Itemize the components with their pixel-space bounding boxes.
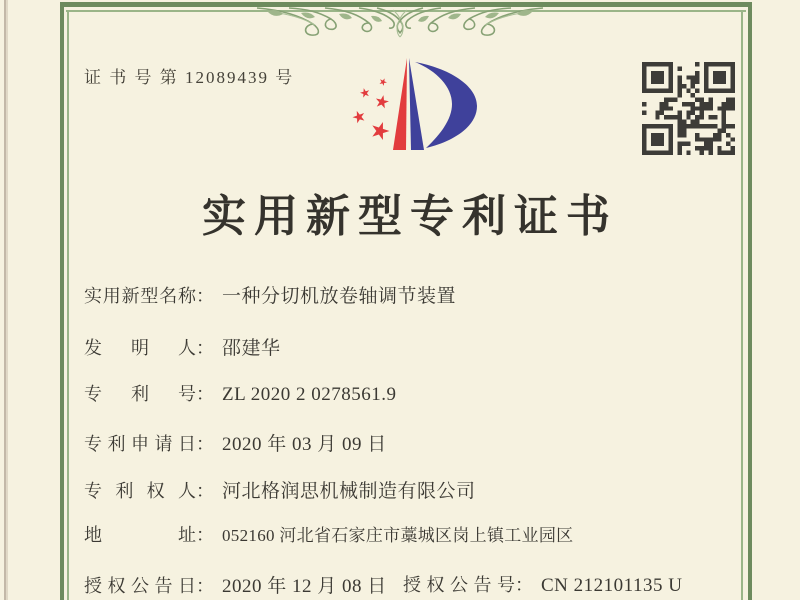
page-edge-highlight — [6, 0, 8, 600]
field-colon: ： — [196, 338, 214, 358]
frame-left-inner-line — [67, 10, 69, 600]
field-value: 河北格润思机械制造有限公司 — [222, 481, 476, 502]
field-value: 一种分切机放卷轴调节装置 — [222, 286, 457, 307]
field-row-name — [84, 281, 456, 308]
field-colon: ： — [196, 434, 214, 454]
field-row-grant-no — [403, 571, 682, 597]
field-colon: ： — [196, 481, 214, 501]
logo-stars — [351, 77, 392, 141]
field-row-patentee — [84, 476, 476, 503]
field-row-grant-date — [84, 571, 387, 598]
top-ornament-flourish — [255, 6, 545, 38]
field-colon: ： — [196, 525, 214, 545]
field-value: ZL 2020 2 0278561.9 — [222, 384, 397, 405]
field-colon: ： — [196, 286, 214, 306]
field-row-inventor — [84, 333, 281, 360]
logo-spike-red — [393, 58, 407, 150]
field-label: 专利号 — [84, 384, 196, 404]
field-label: 地址 — [84, 525, 196, 545]
field-row-filing-date — [84, 429, 387, 456]
certificate-title: 实用新型专利证书 — [202, 192, 618, 241]
field-label: 专利申请日 — [84, 434, 196, 454]
field-label: 专利权人 — [84, 481, 196, 501]
field-label: 发明人 — [84, 338, 196, 358]
qr-code — [642, 62, 735, 155]
field-row-patent-no — [84, 380, 397, 406]
field-label: 授权公告号 — [403, 575, 515, 595]
frame-left-border — [60, 2, 64, 600]
field-value: CN 212101135 U — [541, 575, 683, 596]
field-row-address — [84, 521, 573, 547]
certificate-number: 证 书 号 第 12089439 号 — [84, 68, 295, 87]
field-value: 邵建华 — [222, 338, 281, 359]
field-label: 实用新型名称 — [84, 286, 196, 306]
field-value: 2020 年 12 月 08 日 — [222, 576, 387, 597]
field-colon: ： — [196, 384, 214, 404]
field-colon: ： — [196, 576, 214, 596]
frame-right-inner-line — [741, 10, 743, 600]
field-value: 2020 年 03 月 09 日 — [222, 434, 387, 455]
cnipa-patent-logo-icon — [348, 54, 480, 154]
field-value: 052160 河北省石家庄市藁城区岗上镇工业园区 — [222, 526, 574, 545]
field-label: 授权公告日 — [84, 576, 196, 596]
field-colon: ： — [515, 575, 533, 595]
logo-p-curve — [415, 62, 477, 148]
frame-right-border — [748, 2, 752, 600]
logo-spike-blue — [409, 58, 424, 150]
